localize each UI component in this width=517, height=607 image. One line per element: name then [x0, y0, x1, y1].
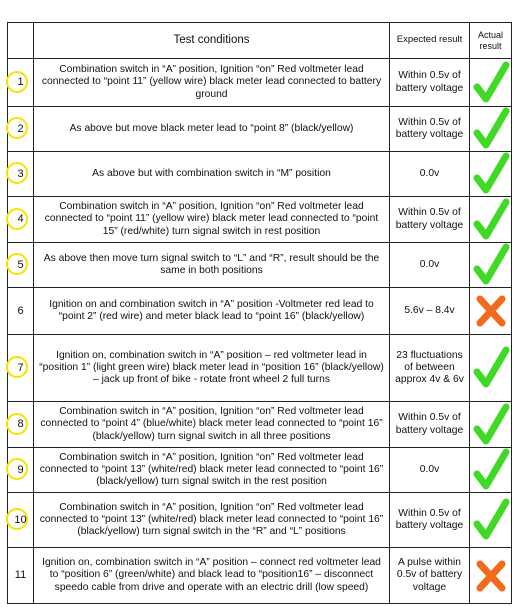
actual-result-cell	[470, 197, 512, 243]
actual-result-cell	[470, 107, 512, 152]
table-row	[8, 152, 512, 197]
row-number-label: 8	[17, 418, 24, 431]
row-number-label: 5	[17, 258, 24, 271]
table-row	[8, 335, 512, 402]
header-number	[8, 23, 34, 59]
table-header-row	[8, 23, 512, 59]
actual-result-cell	[470, 548, 512, 604]
test-condition-cell: As above but move black meter lead to “point 8” (black/yellow)	[34, 107, 390, 152]
test-condition-cell: Ignition on, combination switch in “A” position – red voltmeter lead in “position 1” (light green wire) black meter lead in “position 16” (black/yellow) – jack up front of bike - rotate front wheel 2 full turns	[34, 335, 390, 402]
expected-result-cell: 23 fluctuations of between approx 4v & 6v	[390, 335, 470, 402]
actual-result-cell	[470, 59, 512, 107]
checkmark-icon	[471, 448, 511, 492]
test-results-table	[7, 22, 512, 604]
test-condition-cell: Ignition on and combination switch in “A” position -Voltmeter red lead to “point 2” (red wire) and meter black lead to “point 16” (black/yellow)	[34, 288, 390, 335]
test-condition-cell: As above then move turn signal switch to “L” and “R”, result should be the same in both positions	[34, 243, 390, 288]
test-condition-cell: Combination switch in “A” position, Ignition “on” Red voltmeter lead connected to “point 11” (yellow wire) black meter lead connected to “point 15” (red/white) turn signal switch in rest position	[34, 197, 390, 243]
row-number-label: 7	[17, 361, 24, 374]
checkmark-icon	[471, 198, 511, 242]
row-number	[8, 548, 34, 604]
checkmark-icon	[471, 243, 511, 287]
expected-result-cell: Within 0.5v of battery voltage	[390, 107, 470, 152]
row-number	[8, 448, 34, 493]
table-row	[8, 288, 512, 335]
checkmark-icon	[471, 346, 511, 390]
expected-result-cell: Within 0.5v of battery voltage	[390, 59, 470, 107]
actual-result-cell	[470, 335, 512, 402]
test-condition-cell: Combination switch in “A” position, Ignition “on” Red voltmeter lead connected to “point 13” (white/red) black meter lead connected to “point 16” (black/yellow) turn signal switch in the “R” and “L” positions	[34, 493, 390, 548]
row-number-label: 3	[17, 167, 24, 180]
row-number	[8, 59, 34, 107]
row-number-label: 10	[14, 513, 27, 526]
table-row	[8, 548, 512, 604]
header-test-conditions: Test conditions	[34, 23, 390, 59]
checkmark-icon	[471, 403, 511, 447]
checkmark-icon	[471, 152, 511, 196]
header-actual-result: Actual result	[470, 23, 512, 59]
test-condition-cell: Combination switch in “A” position, Ignition “on” Red voltmeter lead connected to “point 4” (blue/white) black meter lead connected to “point 16” (black/yellow) turn signal switch in all three positions	[34, 402, 390, 448]
header-expected-result: Expected result	[390, 23, 470, 59]
table-row	[8, 493, 512, 548]
row-number-label: 11	[14, 569, 27, 582]
cross-icon	[471, 294, 511, 328]
expected-result-cell: Within 0.5v of battery voltage	[390, 493, 470, 548]
test-condition-cell: As above but with combination switch in “M” position	[34, 152, 390, 197]
row-number	[8, 152, 34, 197]
test-condition-cell: Ignition on, combination switch in “A” position – connect red voltmeter lead to “position 6” (green/white) and black lead to “position16” – disconnect speedo cable from drive and operate with an electric drill (low speed)	[34, 548, 390, 604]
row-number	[8, 335, 34, 402]
expected-result-cell: 5.6v – 8.4v	[390, 288, 470, 335]
expected-result-cell: 0.0v	[390, 152, 470, 197]
actual-result-cell	[470, 402, 512, 448]
row-number-label: 9	[17, 463, 24, 476]
row-number-label: 2	[17, 122, 24, 135]
actual-result-cell	[470, 152, 512, 197]
expected-result-cell: 0.0v	[390, 448, 470, 493]
checkmark-icon	[471, 61, 511, 105]
row-number-label: 6	[17, 304, 24, 317]
table-row	[8, 107, 512, 152]
test-condition-cell: Combination switch in “A” position, Ignition “on” Red voltmeter lead connected to “point 11” (yellow wire) black meter lead connected to battery ground	[34, 59, 390, 107]
actual-result-cell	[470, 288, 512, 335]
checkmark-icon	[471, 107, 511, 151]
row-number	[8, 493, 34, 548]
table-row	[8, 243, 512, 288]
row-number	[8, 197, 34, 243]
table-row	[8, 197, 512, 243]
test-condition-cell: Combination switch in “A” position, Ignition “on” Red voltmeter lead connected to “point 13” (white/red) black meter lead connected to “point 16” (black/yellow) turn signal switch in the rest position	[34, 448, 390, 493]
actual-result-cell	[470, 243, 512, 288]
expected-result-cell: A pulse within 0.5v of battery voltage	[390, 548, 470, 604]
table-row	[8, 402, 512, 448]
cross-icon	[471, 559, 511, 593]
expected-result-cell: Within 0.5v of battery voltage	[390, 197, 470, 243]
table-row	[8, 448, 512, 493]
row-number	[8, 288, 34, 335]
table-row	[8, 59, 512, 107]
row-number	[8, 107, 34, 152]
row-number	[8, 402, 34, 448]
expected-result-cell: 0.0v	[390, 243, 470, 288]
row-number	[8, 243, 34, 288]
expected-result-cell: Within 0.5v of battery voltage	[390, 402, 470, 448]
actual-result-cell	[470, 448, 512, 493]
checkmark-icon	[471, 498, 511, 542]
row-number-label: 4	[17, 213, 24, 226]
actual-result-cell	[470, 493, 512, 548]
row-number-label: 1	[17, 76, 24, 89]
